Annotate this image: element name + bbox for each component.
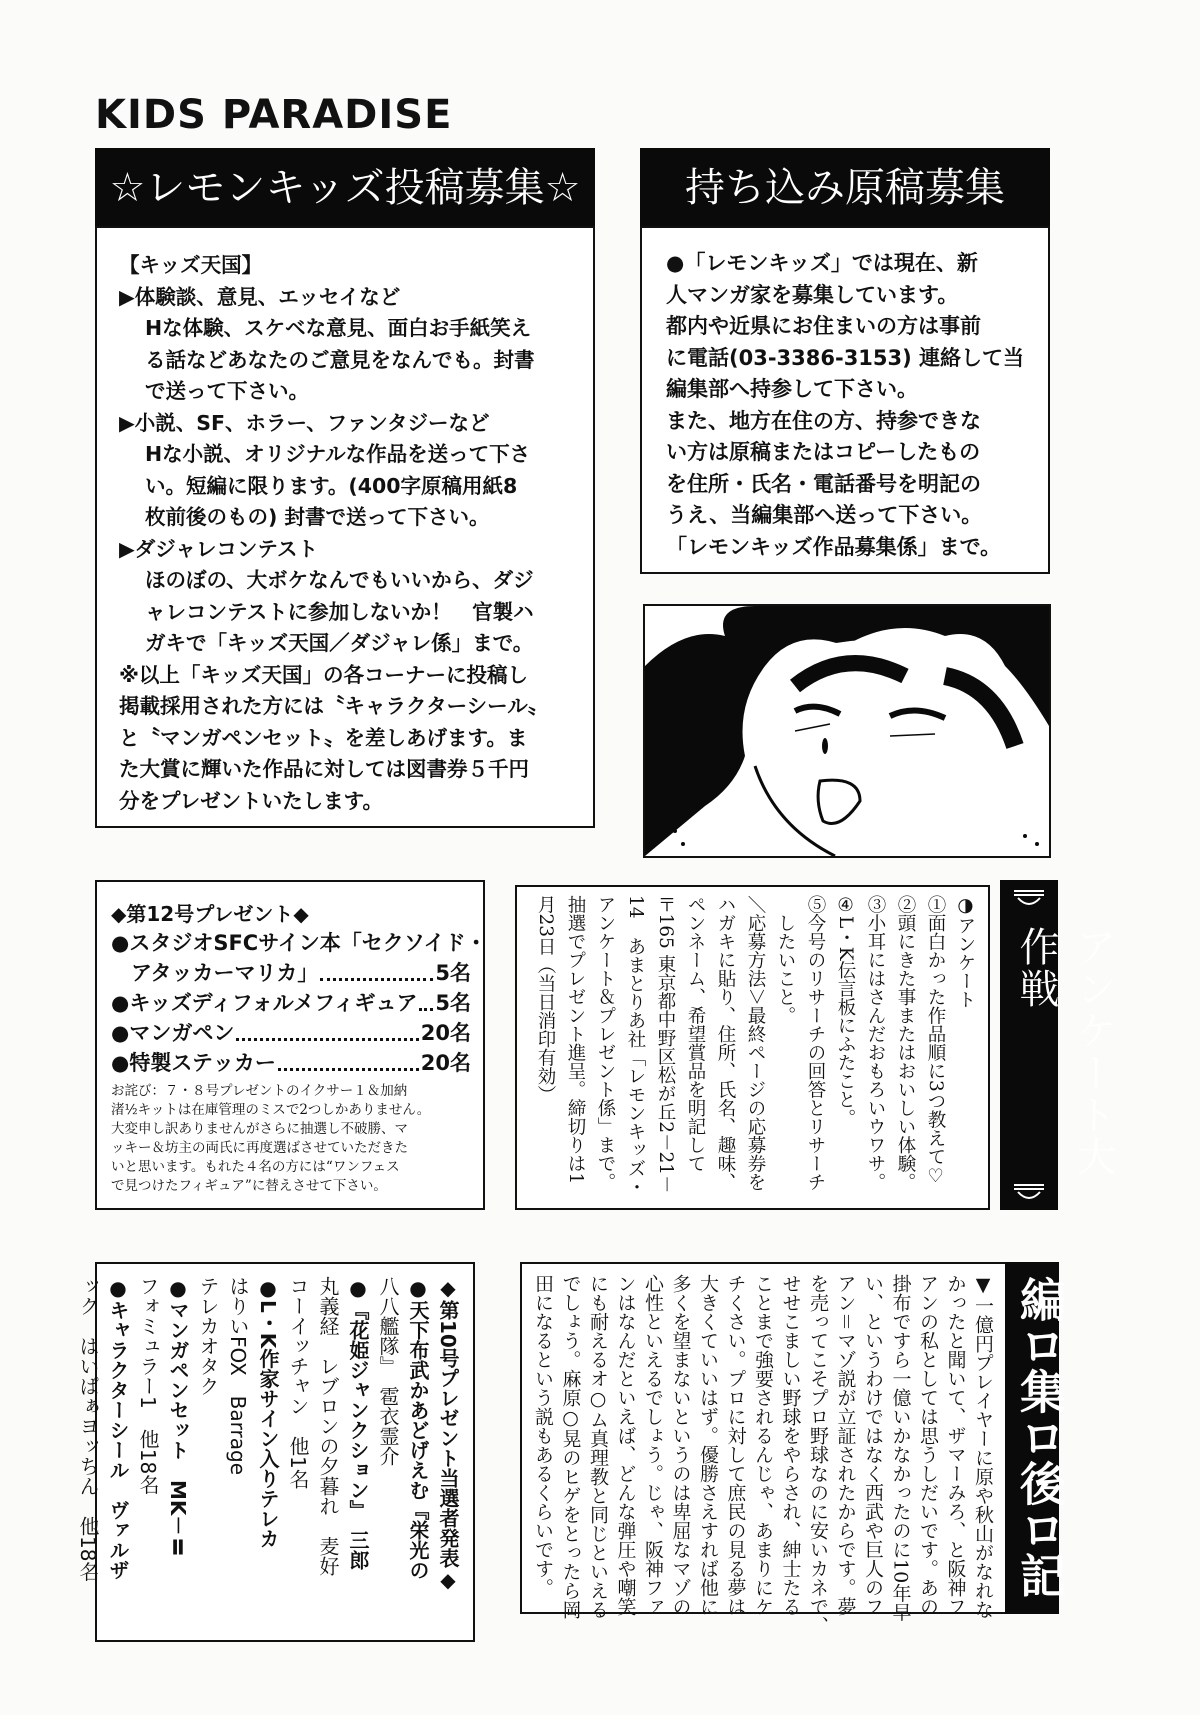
prize-quantity: 20名	[420, 1021, 471, 1045]
prize-quantity: 5名	[435, 961, 471, 985]
afterword-column: を売ってこそプロ野球なのに安いカネで、	[807, 1274, 829, 1635]
manuscript-line: また、地方在住の方、持参できな	[666, 408, 981, 433]
winner-column: ●『花姫ジャンクション』 三郎	[346, 1276, 370, 1570]
manuscript-line: ●「レモンキッズ」では現在、新	[666, 251, 978, 275]
submission-line: る話などあなたのご意見をなんでも。封書	[145, 347, 535, 372]
manga-illustration	[643, 604, 1051, 858]
apology-line: お詫び：７・８号プレゼントのイクサー１＆加納	[111, 1083, 408, 1099]
prize-quantity: 5名	[435, 991, 471, 1015]
laughing-girl-illustration	[645, 606, 1049, 856]
manuscript-box	[640, 226, 1050, 574]
leader-dots	[320, 978, 433, 981]
prize-name: ●スタジオSFCサイン本「セクソイド・	[111, 931, 487, 955]
apology-line: で見つけたフィギュア”に替えさせて下さい。	[111, 1178, 387, 1194]
apology-line: 渚½キットは在庫管理のミスで2つしかありません。	[111, 1102, 431, 1118]
submission-line: 分をプレゼントいたします。	[119, 788, 384, 813]
winner-column: フォミュラー1 他18名	[136, 1276, 160, 1495]
manuscript-line: を住所・氏名・電話番号を明記の	[666, 471, 981, 496]
winner-column: 丸義経 レブロンの夕暮れ 麦好	[316, 1276, 340, 1576]
leader-dots	[419, 1008, 433, 1011]
submission-line: 枚前後のもの) 封書で送って下さい。	[145, 505, 490, 529]
survey-column: アンケート＆プレゼント係」まで。	[595, 895, 616, 1191]
afterword-column: 多くを望まないというのは卑屈なマゾの	[669, 1274, 692, 1616]
manuscript-line: 都内や近県にお住まいの方は事前	[666, 314, 981, 338]
survey-side-title: アンケート大作戦	[1013, 926, 1116, 1178]
submission-line: ▶体験談、意見、エッセイなど	[119, 284, 401, 309]
afterword-text	[529, 1274, 997, 1635]
winner-column: テレカオタク	[196, 1276, 220, 1396]
afterword-column: アンの私としては思うしだいです。あの	[917, 1274, 939, 1616]
winner-column: ◆第10号プレゼント当選者発表◆	[436, 1276, 460, 1592]
survey-column: 〒165 東京都中野区松が丘2－21－	[655, 895, 676, 1194]
survey-side-banner	[1000, 880, 1116, 1210]
survey-column: ＼応募方法＞最終ページの応募券を	[745, 895, 766, 1192]
winner-column: コーイッチャン 他1名	[286, 1276, 310, 1489]
afterword-column: い、というわけではなく西武や巨人のフ	[862, 1274, 884, 1616]
survey-column: ⑤今号のリサーチの回答とリサーチ	[805, 895, 826, 1191]
afterword-column: でしょう。麻原○晃のヒゲをとったら岡	[559, 1274, 582, 1619]
winner-column: ●キャラクターシール ヴァルザ	[106, 1276, 130, 1580]
survey-column: 抽選でプレゼント進呈。締切りは1	[565, 895, 586, 1185]
afterword-column: せせこましい野球をやらされ、紳士たる	[779, 1274, 802, 1616]
submission-line: ほのぼの、大ボケなんでもいいから、ダジ	[145, 568, 534, 592]
afterword-column: ▼一億円プレイヤーに原や秋山がなれな	[972, 1274, 994, 1619]
winner-column: ●L・K作家サイン入りテレカ	[256, 1276, 280, 1549]
survey-column: ③小耳にはさんだおもろいウワサ。	[865, 895, 886, 1191]
submission-line: 掲載採用された方には〝キャラクターシール〟	[119, 694, 549, 718]
survey-column: ②頭にきた事またはおいしい体験。	[895, 895, 916, 1191]
afterword-side-title: 編ロ集ロ後ロ記	[1013, 1276, 1067, 1598]
manuscript-header: 持ち込み原稿募集	[640, 148, 1050, 228]
manuscript-line: うえ、当編集部へ送って下さい。	[666, 503, 983, 527]
prize-name: ●特製ステッカー	[111, 1051, 276, 1075]
survey-column: 14 あまとりあ社「レモンキッズ・	[625, 895, 646, 1197]
submission-line: ※以上「キッズ天国」の各コーナーに投稿し	[119, 662, 529, 687]
submission-box	[95, 226, 595, 828]
afterword-column: 田になるという説もあるくらいです。	[532, 1274, 554, 1597]
manuscript-line: い方は原稿またはコピーしたもの	[666, 440, 981, 464]
apology-line: 大変申し訳ありませんがさらに抽選し不破勝、マ	[111, 1121, 408, 1137]
winner-column: ック はいぱぁヨッちん 他18名	[76, 1276, 100, 1582]
survey-column: ④L・K伝言板にふたこと。	[835, 895, 856, 1128]
prize-name-cont: アタッカーマリカ」	[131, 961, 319, 985]
ornament-icon	[1012, 888, 1046, 908]
winner-column: はりいFOX Barrage	[226, 1276, 250, 1475]
submission-line: た大賞に輝いた作品に対しては図書券５千円	[119, 757, 529, 781]
prize-row	[111, 988, 471, 1018]
winners-text	[73, 1276, 463, 1636]
submission-line: と〝マンガペンセット〟を差しあげます。ま	[119, 725, 528, 750]
submission-line: ▶ダジャレコンテスト	[119, 536, 319, 561]
prize-name: ●キッズディフォルメフィギュア	[111, 991, 418, 1015]
manuscript-line: に電話(03-3386-3153) 連絡して当	[666, 345, 1025, 370]
afterword-side-banner	[1005, 1262, 1067, 1614]
afterword-column: 心性といえるでしょう。じゃ、阪神ファ	[642, 1274, 664, 1616]
submission-header: ☆レモンキッズ投稿募集☆	[95, 148, 595, 228]
afterword-column: ことまで強要されるんじゃ、あまりにケ	[752, 1274, 774, 1616]
apology-note	[111, 1082, 471, 1196]
apology-line: ッキー＆坊主の両氏に再度選ばさせていただきた	[111, 1140, 408, 1156]
manuscript-line: 編集部へ持参して下さい。	[666, 377, 918, 401]
kids-paradise-title: KIDS PARADISE	[95, 92, 453, 138]
winners-10-box	[76, 1262, 475, 1642]
manuscript-line: 「レモンキッズ作品募集係」まで。	[666, 534, 1002, 559]
afterword-column: アン＝マゾ説が立証されたからです。夢	[834, 1274, 857, 1617]
submission-line: い。短編に限ります。(400字原稿用紙8	[145, 473, 518, 498]
presents-12-box	[95, 880, 485, 1210]
survey-column: ハガキに貼り、住所、氏名、趣味、	[715, 895, 736, 1191]
afterword-column: ンはなんだといえば、どんな弾圧や嘲笑	[614, 1274, 637, 1616]
ornament-icon	[1012, 1182, 1046, 1202]
winner-column: 八八艦隊』 雹衣霊介	[376, 1276, 400, 1466]
prize-row	[111, 1018, 471, 1048]
submission-line: ガキで「キッズ天国／ダジャレ係」まで。	[145, 631, 534, 655]
afterword-column: チくさい。プロに対して庶民の見る夢は	[724, 1274, 747, 1616]
submission-line: ャレコンテストに参加しないか！ 官製ハ	[145, 599, 534, 624]
afterword-box	[520, 1262, 1008, 1635]
submission-line: ▶小説、SF、ホラー、ファンタジーなど	[119, 410, 490, 435]
submission-line: で送って下さい。	[145, 379, 309, 403]
survey-column: したいこと。	[775, 895, 796, 1025]
prize-row	[111, 958, 471, 988]
presents-12-title: ◆第12号プレゼント◆	[111, 902, 309, 926]
manuscript-line: 人マンガ家を募集しています。	[666, 282, 959, 307]
leader-dots	[278, 1068, 419, 1071]
submission-line: Hな小説、オリジナルな作品を送って下さ	[145, 442, 531, 466]
prize-row	[111, 1048, 471, 1078]
apology-line: いと思います。もれた４名の方には“ワンフェス	[111, 1159, 400, 1175]
afterword-column: にも耐えるオ○ム真理教と同じといえる	[587, 1274, 609, 1619]
afterword-column: かったと聞いて、ザマーみろ、と阪神フ	[944, 1274, 967, 1616]
winner-column: ●マンガペンセット MK－Ⅱ	[166, 1276, 190, 1560]
prize-quantity: 20名	[420, 1051, 471, 1075]
survey-column: ①面白かった作品順に3つ教えて♡	[925, 895, 946, 1187]
submission-section: 【キッズ天国】	[119, 253, 263, 277]
survey-column: ◑アンケート	[955, 895, 976, 1009]
survey-column: 月23日（当日消印有効）	[535, 895, 556, 1104]
afterword-column: 大きくていいはず。優勝さえすれば他に	[697, 1274, 719, 1616]
submission-line: Hな体験、スケベな意見、面白お手紙笑え	[145, 316, 532, 340]
survey-box	[515, 885, 990, 1210]
afterword-column: 掛布ですら一億いかなかったのに10年早	[889, 1274, 912, 1622]
leader-dots	[236, 1038, 418, 1041]
winner-column: ●天下布武かあどげえむ『栄光の	[406, 1276, 430, 1580]
survey-text	[530, 895, 980, 1200]
survey-column: ペンネーム、希望賞品を明記して	[685, 895, 706, 1173]
prize-name: ●マンガペン	[111, 1021, 235, 1045]
